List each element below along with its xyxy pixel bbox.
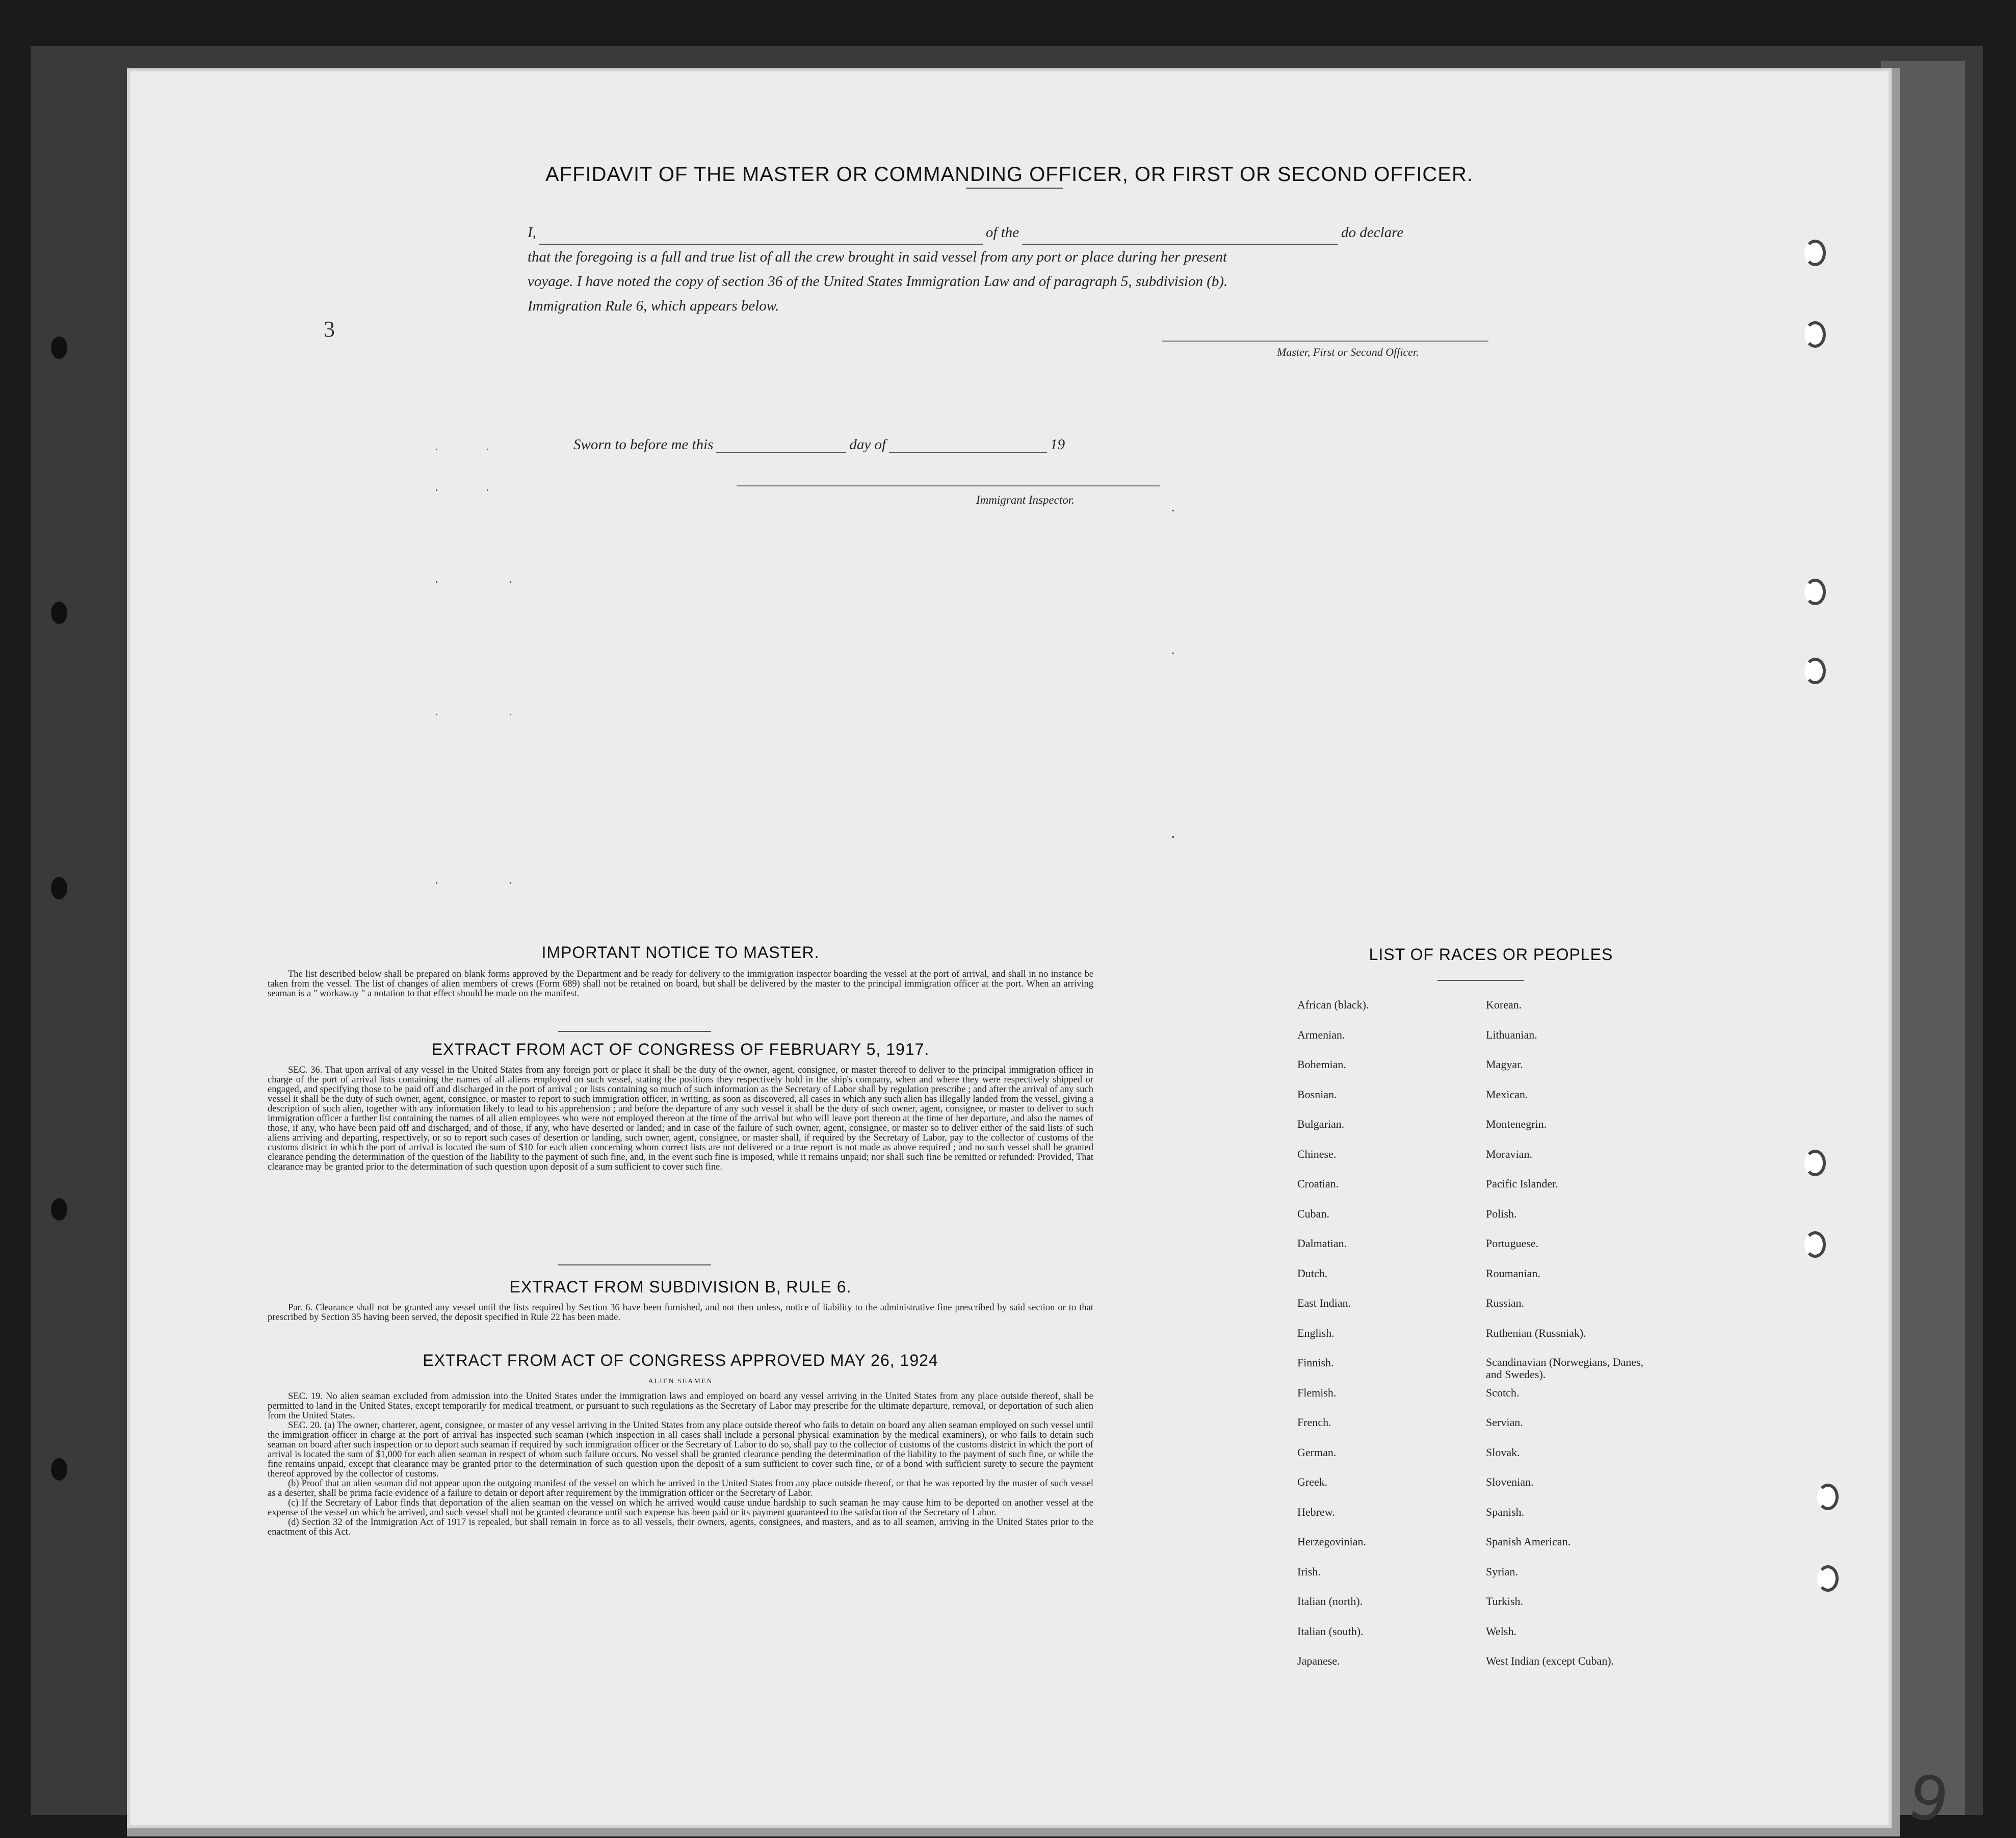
notice-paragraph: The list described below shall be prepared on blank forms approved by the Department and be ready for delivery to the immigration inspector boarding the vessel at the port of arrival, and shall in no instance be taken from the vessel. The list of changes of alien members of crews (Form 689) shall not be retained on board, but shall be delivered by the master to the principal immigration officer at the port. When an arriving seaman is a " workaway " a notation to that effect should be made on the manifest.: [268, 969, 1093, 999]
faint-dot: [1172, 836, 1174, 838]
faint-dot: [436, 882, 437, 884]
sec-20a-paragraph: SEC. 20. (a) The owner, charterer, agent, consignee, or master of any vessel arriving in the United States from any place outside thereof who fails to detain on board any alien seaman employed on such vessel until the immigration officer in charge at the port of arrival has inspected such seaman (which inspection in all cases shall include a personal physical examination by the medical examiners), or who fails to detain such seaman on board after such inspection or to deport such seaman if required by such immigration officer or the Secretary of Labor to do so, shall pay to the collector of customs of the customs district in which the port of arrival is located the sum of $1,000 for each alien seaman in respect of whom such failure occurs. No vessel shall be granted clearance pending the determination of the liability to the payment of such fine, or while the fine remains unpaid, except that clearance may be granted prior to the determination of such question upon the deposit of a sum sufficient to cover such fine, or of a bond with sufficient surety to secure the payment thereof approved by the collector of customs.: [268, 1420, 1093, 1479]
race-item: Herzegovinian.: [1297, 1535, 1366, 1548]
page-ring: [1804, 240, 1826, 266]
faint-dot: [1172, 653, 1174, 654]
notice-text: [268, 970, 1093, 999]
race-item: Mexican.: [1486, 1088, 1528, 1101]
race-item: East Indian.: [1297, 1297, 1351, 1309]
race-item: Cuban.: [1297, 1207, 1329, 1220]
extract-1924-text: [268, 1392, 1093, 1537]
race-item: Scandinavian (Norwegians, Danes, and Swedes).: [1486, 1356, 1644, 1381]
title-rule: [966, 188, 1063, 189]
page-ring: [1804, 1231, 1826, 1258]
master-signature-line[interactable]: [1162, 341, 1488, 342]
race-item: Syrian.: [1486, 1565, 1518, 1578]
page-ring: [1804, 658, 1826, 684]
manifest-page: [130, 71, 1955, 1838]
faint-dot: [436, 449, 437, 450]
race-item: Scotch.: [1486, 1386, 1520, 1399]
race-item: Flemish.: [1297, 1386, 1337, 1399]
decl-declare: do declare: [1341, 224, 1404, 241]
decl-i: I,: [528, 224, 536, 241]
binder-hole: [51, 336, 67, 359]
race-item: West Indian (except Cuban).: [1486, 1654, 1614, 1667]
race-item: Armenian.: [1297, 1028, 1345, 1041]
race-item: Bohemian.: [1297, 1058, 1346, 1071]
alien-seamen-subtitle: ALIEN SEAMEN: [648, 1378, 713, 1385]
race-item: Portuguese.: [1486, 1237, 1539, 1250]
faint-dot: [510, 714, 511, 715]
page-ring: [1817, 1565, 1839, 1592]
race-item: Hebrew.: [1297, 1505, 1335, 1518]
binder-hole: [51, 877, 67, 899]
declaration-line-1: [528, 220, 1506, 245]
race-item: Lithuanian.: [1486, 1028, 1537, 1041]
vessel-blank[interactable]: [1022, 228, 1338, 245]
race-item: French.: [1297, 1416, 1331, 1429]
race-item: Roumanian.: [1486, 1266, 1540, 1280]
declaration-line-4: Immigration Rule 6, which appears below.: [528, 298, 779, 314]
race-item: Korean.: [1486, 998, 1522, 1011]
race-item: Magyar.: [1486, 1058, 1523, 1071]
sec-20d-paragraph: (d) Section 32 of the Immigration Act of 1917 is repealed, but shall remain in force as to all vessels, their owners, agents, consignees, and masters, and as to all seamen, arriving in the United States prior to the enactment of this Act.: [268, 1517, 1093, 1537]
race-item: Slovak.: [1486, 1445, 1520, 1459]
binder-edge: [1881, 61, 1965, 1815]
race-item: Turkish.: [1486, 1595, 1524, 1608]
race-item: Slovenian.: [1486, 1475, 1534, 1488]
binder-hole: [51, 602, 67, 624]
race-item: German.: [1297, 1445, 1337, 1459]
sec-19-paragraph: SEC. 19. No alien seaman excluded from admission into the United States under the immigration laws and employed on board any vessel arriving in the United States from any place outside thereof, shall be permitted to land in the United States, except temporarily for medical treatment, or pursuant to such regulations as the Secretary of Labor may prescribe for the ultimate departure, removal, or deportation of such alien from the United States.: [268, 1391, 1093, 1421]
faint-dot: [510, 581, 511, 583]
page-ring: [1804, 1150, 1826, 1176]
extract-rule6-text: [268, 1303, 1093, 1323]
decl-of-the: of the: [985, 224, 1019, 241]
race-item: Irish.: [1297, 1565, 1321, 1578]
inspector-signature-line[interactable]: [737, 485, 1160, 486]
sec-36-paragraph: SEC. 36. That upon arrival of any vessel in the United States from any foreign port or place it shall be the duty of the owner, agent, consignee, or master thereof to deliver to the principal immigration officer in charge of the port of arrival lists containing the names of all aliens employed on such vessel, stating the positions they respectively hold in the ship's company, when and where they were respectively shipped or engaged, and specifying those to be paid off and discharged in the port of arrival ; or lists containing so much of such information as the Secretary of Labor shall by regulation prescribe ; and after the arrival of any such vessel it shall be the duty of such owner, agent, consignee, or master to report to such immigration officer, in writing, as soon as discovered, all cases in which any such alien has illegally landed from the vessel, giving a description of such alien, together with any information likely to lead to his apprehension ; and before the departure of any such vessel it shall be the duty of such owner, agent, consignee, or master to deliver to such immigration officer a further list containing the names of all alien employees who were not employed thereon at the time of the arrival but who will leave port thereon at the time of her departure, and also the names of those, if any, who have been paid off and discharged, and of those, if any, who have deserted or landed; and in case of the failure of such owner, agent, consignee, or master so to deliver either of the said lists of such aliens arriving and departing, respectively, or so to report such cases of desertion or landing, such owner, agent, consignee, or master shall, if required by the Secretary of Labor, pay to the collector of customs of the customs district in which the port of arrival is located the sum of $10 for each alien concerning whom correct lists are not delivered or a true report is not made as above required ; and no such vessel shall be granted clearance pending the determination of the question of the liability to the payment of such fine, and, in the event such fine is imposed, while it remains unpaid; nor shall such fine be remitted or refunded: Provided, That clearance may be granted prior to the determination of such question upon deposit of a sum sufficient to cover such fine.: [268, 1065, 1093, 1172]
faint-dot: [487, 449, 488, 450]
extract-1924-title: EXTRACT FROM ACT OF CONGRESS APPROVED MAY 26, 1924: [423, 1351, 938, 1369]
sec-20b-paragraph: (b) Proof that an alien seaman did not appear upon the outgoing manifest of the vessel on which he arrived in the United States from any place outside thereof, or that he was reported by the master of such vessel as a deserter, shall be prima facie evidence of a failure to detain or deport after requirement by the immigration officer or the Secretary of Labor.: [268, 1479, 1093, 1498]
race-item: Italian (north).: [1297, 1595, 1363, 1608]
race-item: African (black).: [1297, 998, 1369, 1011]
race-item: Russian.: [1486, 1297, 1525, 1309]
binder-hole: [51, 1458, 67, 1481]
race-item: Ruthenian (Russniak).: [1486, 1326, 1586, 1339]
race-item: Spanish.: [1486, 1505, 1525, 1518]
faint-dot: [436, 489, 437, 491]
page-ring: [1804, 321, 1826, 348]
race-item: Bulgarian.: [1297, 1118, 1345, 1130]
race-item: Croatian.: [1297, 1177, 1339, 1190]
declaration-line-3: voyage. I have noted the copy of section 36 of the United States Immigration Law and of paragraph 5, subdivision (b).: [528, 273, 1228, 290]
extract-1917-text: [268, 1066, 1093, 1172]
race-item: Greek.: [1297, 1475, 1328, 1488]
sworn-day-blank[interactable]: [716, 437, 846, 453]
race-item: Finnish.: [1297, 1356, 1334, 1369]
faint-dot: [1172, 510, 1174, 511]
page-ring: [1804, 579, 1826, 605]
faint-dot: [436, 714, 437, 715]
race-item: English.: [1297, 1326, 1334, 1339]
race-item: Dutch.: [1297, 1266, 1328, 1280]
sworn-month-blank[interactable]: [889, 437, 1047, 453]
binder-hole: [51, 1198, 67, 1221]
race-item: Japanese.: [1297, 1654, 1340, 1667]
race-item: Polish.: [1486, 1207, 1517, 1220]
race-item: Welsh.: [1486, 1624, 1516, 1638]
race-item: Spanish American.: [1486, 1535, 1571, 1548]
sworn-year: 19: [1050, 436, 1065, 453]
par-6-paragraph: Par. 6. Clearance shall not be granted any vessel until the lists required by Section 36 have been furnished, and not then unless, notice of liability to the administrative fine prescribed by said section or to that prescribed by Section 35 having been served, the deposit specified in Rule 22 has been made.: [268, 1303, 1093, 1323]
race-item: Italian (south).: [1297, 1624, 1364, 1638]
race-item: Chinese.: [1297, 1147, 1337, 1160]
race-item: Pacific Islander.: [1486, 1177, 1558, 1190]
races-title: LIST OF RACES OR PEOPLES: [1369, 945, 1613, 964]
page-number: 9: [1902, 1761, 1955, 1838]
section-divider: [558, 1264, 711, 1265]
sworn-day-of: day of: [849, 436, 886, 453]
inspector-label: Immigrant Inspector.: [976, 494, 1075, 506]
faint-dot: [436, 581, 437, 583]
page-ring: [1817, 1484, 1839, 1510]
race-item: Servian.: [1486, 1416, 1523, 1429]
affidavit-title: AFFIDAVIT OF THE MASTER OR COMMANDING OFFICER, OR FIRST OR SECOND OFFICER.: [545, 163, 1473, 186]
declaration-line-2: that the foregoing is a full and true list of all the crew brought in said vessel from any port or place during her present: [528, 249, 1227, 265]
faint-dot: [487, 489, 488, 491]
notice-title: IMPORTANT NOTICE TO MASTER.: [541, 943, 820, 962]
master-label: Master, First or Second Officer.: [1277, 346, 1419, 358]
section-divider: [558, 1031, 711, 1032]
margin-mark: 3: [324, 317, 335, 342]
faint-dot: [510, 882, 511, 884]
sec-20c-paragraph: (c) If the Secretary of Labor finds that deportation of the alien seaman on the vessel on which he arrived would cause undue hardship to such seaman he may cause him to be deported on another vessel at the expense of the vessel on which he arrived, and such vessel shall not be granted clearance until such expense has been paid or its payment guaranteed to the satisfaction of the Secretary of Labor.: [268, 1498, 1093, 1518]
races-rule: [1437, 980, 1524, 981]
race-item: Moravian.: [1486, 1147, 1533, 1160]
race-item: Bosnian.: [1297, 1088, 1337, 1101]
race-item: Montenegrin.: [1486, 1118, 1547, 1130]
sworn-text: Sworn to before me this: [573, 436, 714, 453]
race-item: Dalmatian.: [1297, 1237, 1347, 1250]
sworn-line: [573, 436, 1065, 453]
declaration-text: [528, 220, 1506, 318]
name-blank[interactable]: [539, 228, 983, 245]
extract-rule6-title: EXTRACT FROM SUBDIVISION B, RULE 6.: [509, 1278, 852, 1296]
extract-1917-title: EXTRACT FROM ACT OF CONGRESS OF FEBRUARY 5, 1917.: [431, 1040, 930, 1058]
